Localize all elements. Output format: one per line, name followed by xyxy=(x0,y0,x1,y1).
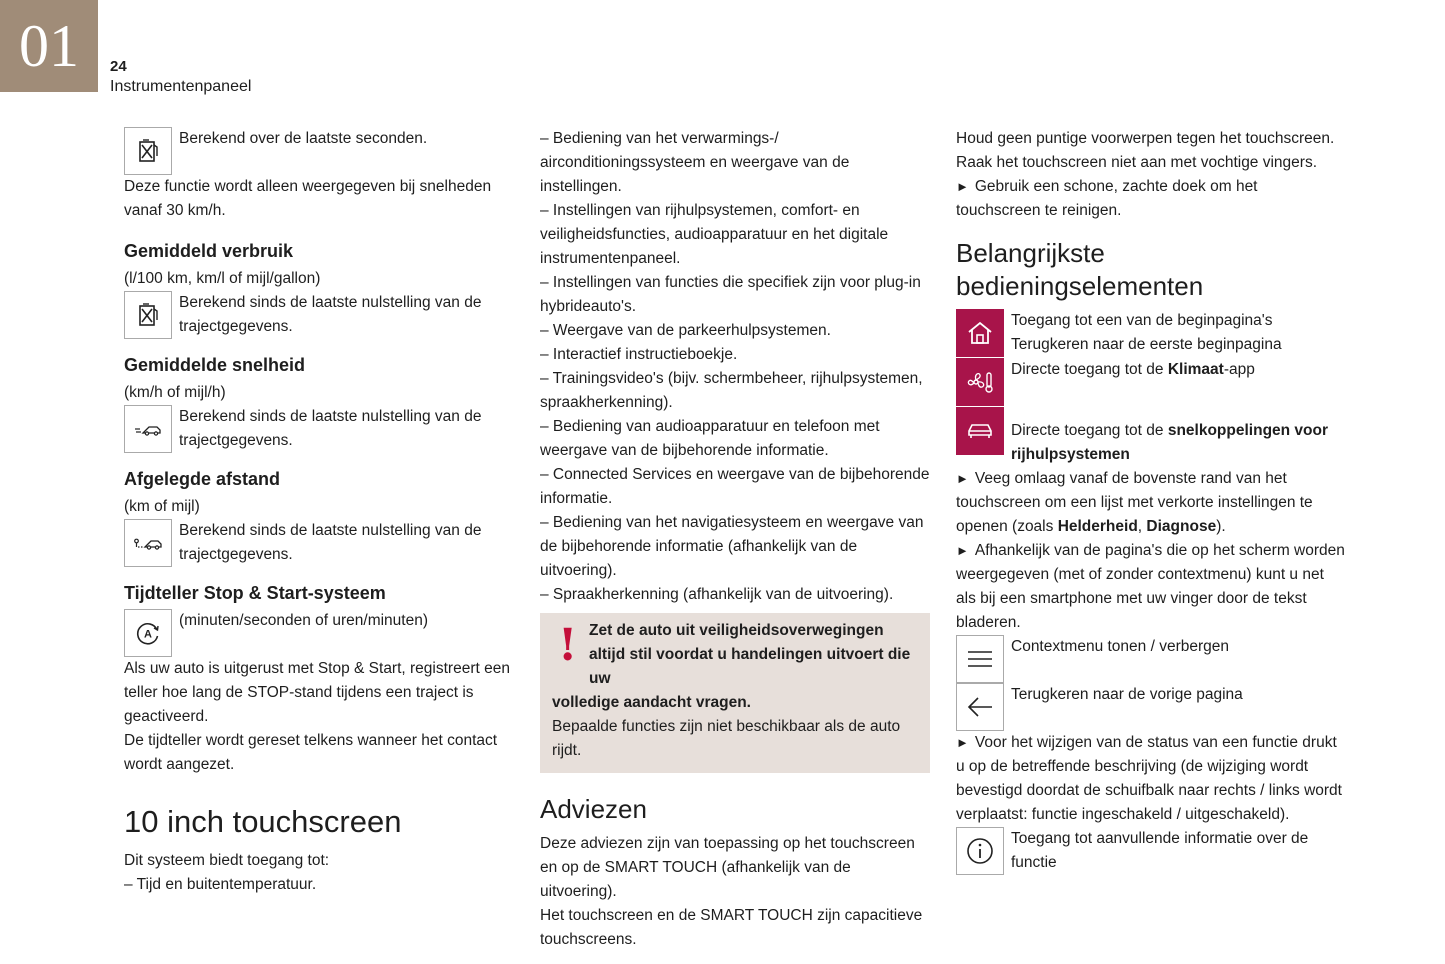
bullet-triangle-icon: ► xyxy=(956,735,969,750)
avg-speed-row xyxy=(124,405,514,453)
instant-consumption-text: Berekend over de laatste seconden. xyxy=(179,130,428,147)
context-menu-text: Contextmenu tonen / verbergen xyxy=(1011,638,1229,655)
info-row xyxy=(956,827,1346,875)
touchscreen-intro: Dit systeem biedt toegang tot: xyxy=(124,852,330,869)
stopstart-description: Als uw auto is uitgerust met Stop & Start, registreert een teller hoe lang de STOP-stand tijdens een traject is geactiveerd. xyxy=(124,660,510,725)
avg-consumption-text: Berekend sinds de laatste nulstelling van de trajectgegevens. xyxy=(179,294,482,335)
back-row xyxy=(956,683,1346,731)
menu-icon xyxy=(956,635,1004,683)
feature-list-item: – Connected Services en weergave van de bijbehorende informatie. xyxy=(540,466,930,507)
bullet-triangle-icon: ► xyxy=(956,471,969,486)
back-text: Terugkeren naar de vorige pagina xyxy=(1011,686,1243,703)
feature-list-item: – Bediening van audioapparatuur en telefoon met weergave van de bijbehorende informatie. xyxy=(540,418,880,459)
feature-list-item: – Instellingen van rijhulpsystemen, comfort- en veiligheidsfuncties, audioapparatuur en het digitale instrumentenpaneel. xyxy=(540,202,889,267)
warning-text: Bepaalde functies zijn niet beschikbaar als de auto rijdt. xyxy=(552,718,901,759)
warning-exclamation-icon: ! xyxy=(558,620,578,671)
distance-units: (km of mijl) xyxy=(124,498,200,515)
climate-access-text: Directe toegang tot de Klimaat-app xyxy=(1011,361,1255,378)
home-access-text: Toegang tot een van de beginpagina's xyxy=(1011,312,1273,329)
stopstart-row xyxy=(124,609,514,657)
feature-list-item: – Bediening van het verwarmings-/ airconditioningssysteem en weergave van de instellingen. xyxy=(540,130,850,195)
heading-stopstart: Tijdteller Stop & Start-systeem xyxy=(124,583,386,603)
section-title: Instrumentenpaneel xyxy=(110,78,252,95)
tip-cleaning: ► Gebruik een schone, zachte doek om het touchscreen te reinigen. xyxy=(956,178,1258,219)
stopstart-reset-note: De tijdteller wordt gereset telkens wanneer het contact wordt aangezet. xyxy=(124,732,498,773)
avg-consumption-row xyxy=(124,291,514,339)
avg-consumption-units: (l/100 km, km/l of mijl/gallon) xyxy=(124,270,321,287)
info-text: Toegang tot aanvullende informatie over de functie xyxy=(1011,830,1309,871)
heading-distance: Afgelegde afstand xyxy=(124,469,281,489)
car-distance-icon xyxy=(124,519,172,567)
distance-text: Berekend sinds de laatste nulstelling van de trajectgegevens. xyxy=(179,522,482,563)
heading-avg-consumption: Gemiddeld verbruik xyxy=(124,241,294,261)
driving-aids-text: Directe toegang tot de snelkoppelingen voor rijhulpsystemen xyxy=(1011,422,1329,463)
climate-fan-icon xyxy=(956,358,1004,406)
advice-text-2: Het touchscreen en de SMART TOUCH zijn capacitieve touchscreens. xyxy=(540,907,923,948)
feature-list-item: – Interactief instructieboekje. xyxy=(540,346,738,363)
heading-controls: Belangrijkste bedieningselementen xyxy=(956,238,1204,301)
home-return-text: Terugkeren naar de eerste beginpagina xyxy=(1011,336,1282,353)
warning-box xyxy=(540,613,930,773)
heading-avg-speed: Gemiddelde snelheid xyxy=(124,355,306,375)
swipe-instruction: ► Veeg omlaag vanaf de bovenste rand van het touchscreen om een lijst met verkorte instellingen te openen (zoals Helderheid, Diagnose). xyxy=(956,470,1313,535)
bullet-triangle-icon: ► xyxy=(956,179,969,194)
back-arrow-icon xyxy=(956,683,1004,731)
scroll-instruction: ► Afhankelijk van de pagina's die op het scherm worden weergegeven (met of zonder contextmenu) kunt u net als bij een smartphone met uw vinger door de tekst bladeren. xyxy=(956,542,1345,631)
home-icon xyxy=(956,309,1004,357)
speed-note: Deze functie wordt alleen weergegeven bij snelheden vanaf 30 km/h. xyxy=(124,178,492,219)
svg-text:A: A xyxy=(144,628,152,641)
feature-list-item: – Instellingen van functies die specifiek zijn voor plug-in hybrideauto's. xyxy=(540,274,921,315)
touchscreen-item: – Tijd en buitentemperatuur. xyxy=(124,876,317,893)
bullet-triangle-icon: ► xyxy=(956,543,969,558)
chapter-tab: 01 xyxy=(0,0,98,92)
advice-text-1: Deze adviezen zijn van toepassing op het touchscreen en op de SMART TOUCH (afhankelijk van de uitvoering). xyxy=(540,835,915,900)
feature-list-item: – Spraakherkenning (afhankelijk van de uitvoering). xyxy=(540,586,894,603)
feature-list-item: – Weergave van de parkeerhulpsystemen. xyxy=(540,322,831,339)
tip-sharp-objects: Houd geen puntige voorwerpen tegen het touchscreen. xyxy=(956,130,1335,147)
status-instruction: ► Voor het wijzigen van de status van een functie drukt u op de betreffende beschrijving (de wijziging wordt bevestigd doordat de schuifbalk naar rechts / links wordt verplaatst: functie ingeschakeld / uitgeschakeld). xyxy=(956,734,1342,823)
column-middle xyxy=(540,127,930,952)
warning-bold-text-end: volledige aandacht vragen. xyxy=(552,694,751,711)
car-shortcut-icon xyxy=(956,407,1004,455)
avg-speed-text: Berekend sinds de laatste nulstelling van de trajectgegevens. xyxy=(179,408,482,449)
column-right xyxy=(956,127,1346,875)
avg-speed-units: (km/h of mijl/h) xyxy=(124,384,226,401)
car-speed-icon xyxy=(124,405,172,453)
stop-start-icon xyxy=(124,609,172,657)
heading-touchscreen: 10 inch touchscreen xyxy=(124,804,402,839)
home-control-row xyxy=(956,309,1346,358)
page-number: 24 xyxy=(110,58,127,75)
fuel-pump-crossed-icon xyxy=(124,291,172,339)
climate-control-row xyxy=(956,358,1346,407)
heading-advice: Adviezen xyxy=(540,794,647,824)
feature-list-item: – Trainingsvideo's (bijv. schermbeheer, rijhulpsystemen, spraakherkenning). xyxy=(540,370,923,411)
warning-bold-text: Zet de auto uit veiligheidsoverwegingen altijd stil voordat u handelingen uitvoert die uw xyxy=(589,622,911,687)
column-left xyxy=(124,127,514,897)
context-menu-row xyxy=(956,635,1346,683)
stopstart-units: (minuten/seconden of uren/minuten) xyxy=(179,612,429,629)
tip-wet-fingers: Raak het touchscreen niet aan met vochtige vingers. xyxy=(956,154,1318,171)
instant-consumption-row xyxy=(124,127,514,175)
fuel-pump-crossed-icon xyxy=(124,127,172,175)
feature-list-item: – Bediening van het navigatiesysteem en weergave van de bijbehorende informatie (afhankelijk van de uitvoering). xyxy=(540,514,924,579)
info-icon xyxy=(956,827,1004,875)
distance-row xyxy=(124,519,514,567)
driving-aids-control-row xyxy=(956,407,1346,467)
